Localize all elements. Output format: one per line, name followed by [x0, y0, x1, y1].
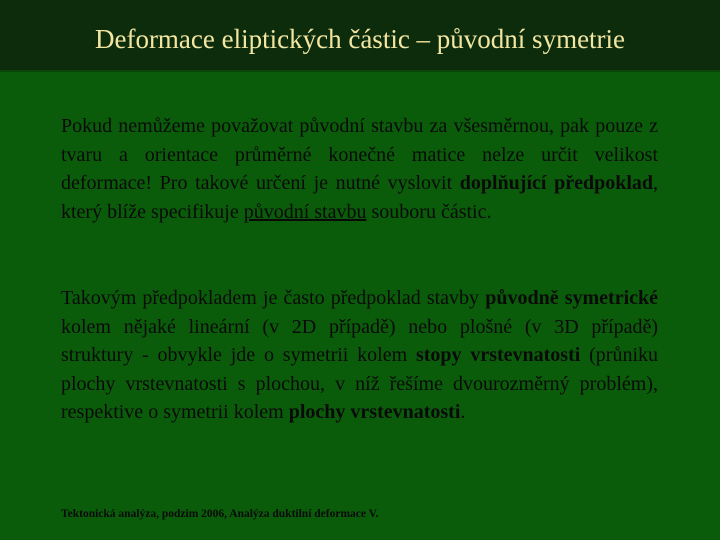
- paragraph2-text-4: .: [460, 401, 466, 423]
- paragraph1-text-3: souboru částic.: [366, 200, 492, 223]
- paragraph1-underlined-structure: původní stavbu: [243, 200, 367, 223]
- paragraph1-text-1: Pokud nemůžeme považovat původní stavbu za všesměrnou, pak pouze z tvaru a orientace průměrné konečné matice nelze určit velikost deformace! Pro takové určení je nutné vyslovit: [61, 115, 658, 194]
- paragraph2-text-2: kolem nějaké lineární (v 2D případě) nebo plošné (v 3D případě) struktury - obvykle jde o symetrii kolem: [61, 315, 658, 366]
- paragraph2-bold-symmetric: původně symetrické: [485, 287, 658, 309]
- paragraph2-bold-bedding-plane: plochy vrstevnatosti: [288, 401, 461, 423]
- paragraph2-bold-bedding-trace: stopy vrstevnatosti: [415, 344, 581, 366]
- paragraph1-bold-assumption: doplňující předpoklad: [459, 172, 653, 194]
- paragraph2-text-1: Takovým předpokladem je často předpoklad stavby: [61, 287, 486, 309]
- paragraph-original-structure: [61, 112, 658, 226]
- title-bar: [0, 0, 720, 72]
- paragraph-symmetry-assumption: [61, 284, 658, 427]
- paragraph2-text-3: (průniku plochy vrstevnatosti s plochou, v níž řešíme dvourozměrný problém), respektive o symetrii kolem: [61, 344, 658, 423]
- slide-footer: Tektonická analýza, podzim 2006, Analýza duktilní deformace V.: [61, 508, 379, 520]
- slide-title: Deformace eliptických částic – původní symetrie: [94, 24, 626, 54]
- paragraph1-text-2: , který blíže specifikuje: [61, 172, 658, 223]
